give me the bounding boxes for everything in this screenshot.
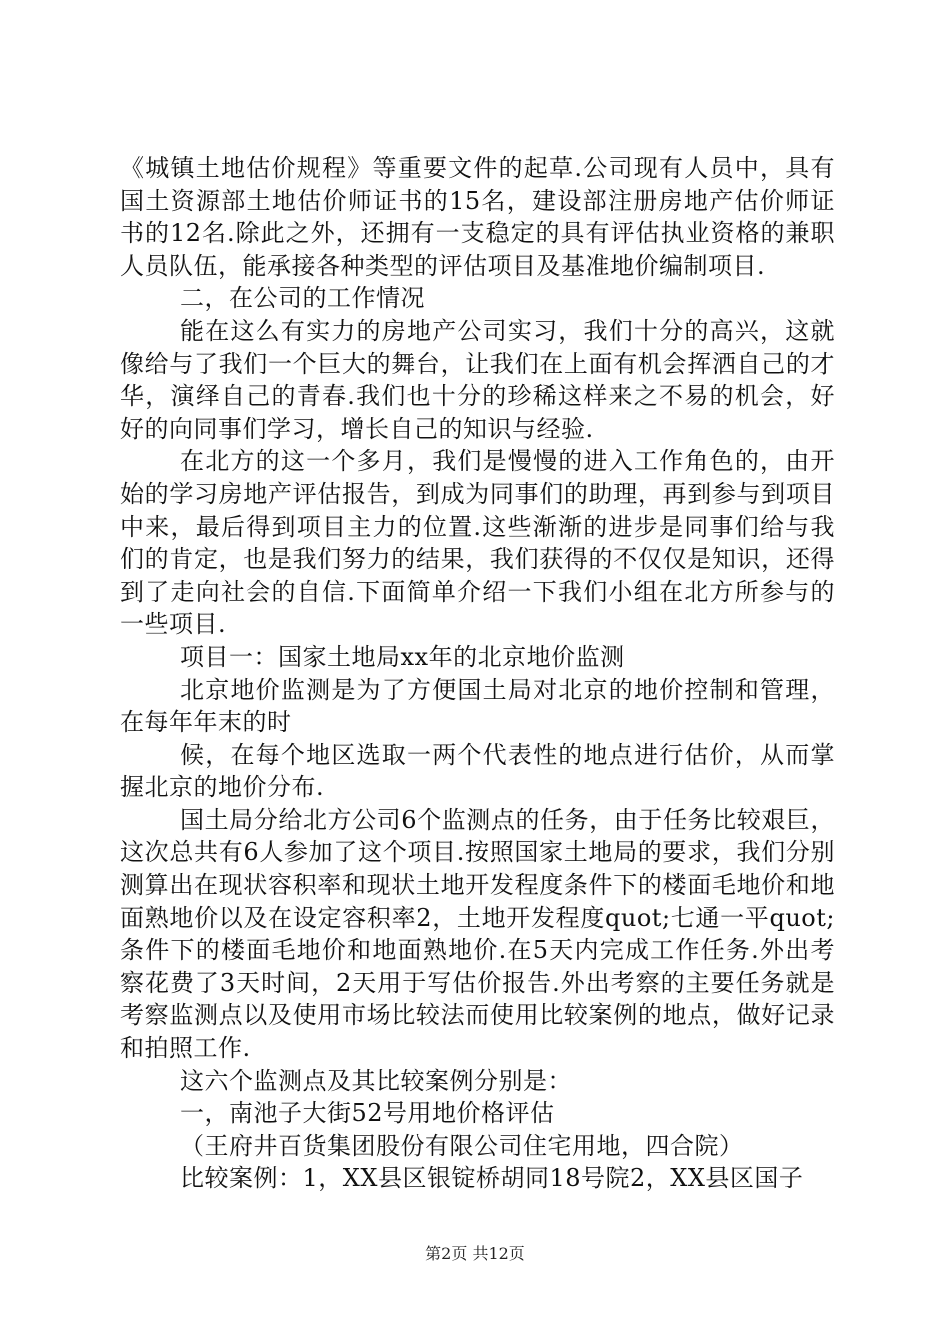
paragraph-internship: 能在这么有实力的房地产公司实习，我们十分的高兴，这就像给与了我们一个巨大的舞台，让我们在上面有机会挥洒自己的才华，演绎自己的青春.我们也十分的珍稀这样来之不易的机会，好好的向同事们学习，增长自己的知识与经验.: [120, 316, 835, 443]
point-one-owner: （王府井百货集团股份有限公司住宅用地，四合院）: [180, 1131, 744, 1160]
project-one-title: 项目一：国家土地局xx年的北京地价监测: [180, 642, 625, 671]
paragraph-progress: 在北方的这一个多月，我们是慢慢的进入工作角色的，由开始的学习房地产评估报告，到成为同事们的助理，再到参与到项目中来，最后得到项目主力的位置.这些渐渐的进步是同事们给与我们的肯定，也是我们努力的结果，我们获得的不仅仅是知识，还得到了走向社会的自信.下面简单介绍一下我们小组在北方所参与的一些项目.: [120, 447, 835, 639]
document-body: [120, 152, 835, 1195]
paragraph-monitoring-intro: 北京地价监测是为了方便国土局对北京的地价控制和管理，在每年年末的时: [120, 675, 835, 737]
paragraph-company-staff: 《城镇土地估价规程》等重要文件的起草.公司现有人员中，具有国土资源部土地估价师证书的15名，建设部注册房地产估价师证书的12名.除此之外，还拥有一支稳定的具有评估执业资格的兼职人员队伍，能承接各种类型的评估项目及基准地价编制项目.: [120, 154, 835, 280]
page-footer: 第2页 共12页: [425, 1244, 525, 1263]
point-one-title: 一，南池子大街52号用地价格评估: [180, 1099, 555, 1128]
paragraph-task-details: 国土局分给北方公司6个监测点的任务，由于任务比较艰巨，这次总共有6人参加了这个项目.按照国家土地局的要求，我们分别测算出在现状容积率和现状土地开发程度条件下的楼面毛地价和地面熟地价以及在设定容积率2，土地开发程度quot;七通一平quot;条件下的楼面毛地价和地面熟地价.在5天内完成工作任务.外出考察花费了3天时间，2天用于写估价报告.外出考察的主要任务就是考察监测点以及使用市场比较法而使用比较案例的地点，做好记录和拍照工作.: [120, 805, 835, 1063]
paragraph-points-intro: 这六个监测点及其比较案例分别是：: [180, 1066, 572, 1095]
section-heading-work: 二，在公司的工作情况: [180, 284, 425, 313]
paragraph-monitoring-cont: 候，在每个地区选取一两个代表性的地点进行估价，从而掌握北京的地价分布.: [120, 740, 835, 802]
point-one-cases: 比较案例：1，XX县区银锭桥胡同18号院2，XX县区国子: [180, 1164, 804, 1193]
